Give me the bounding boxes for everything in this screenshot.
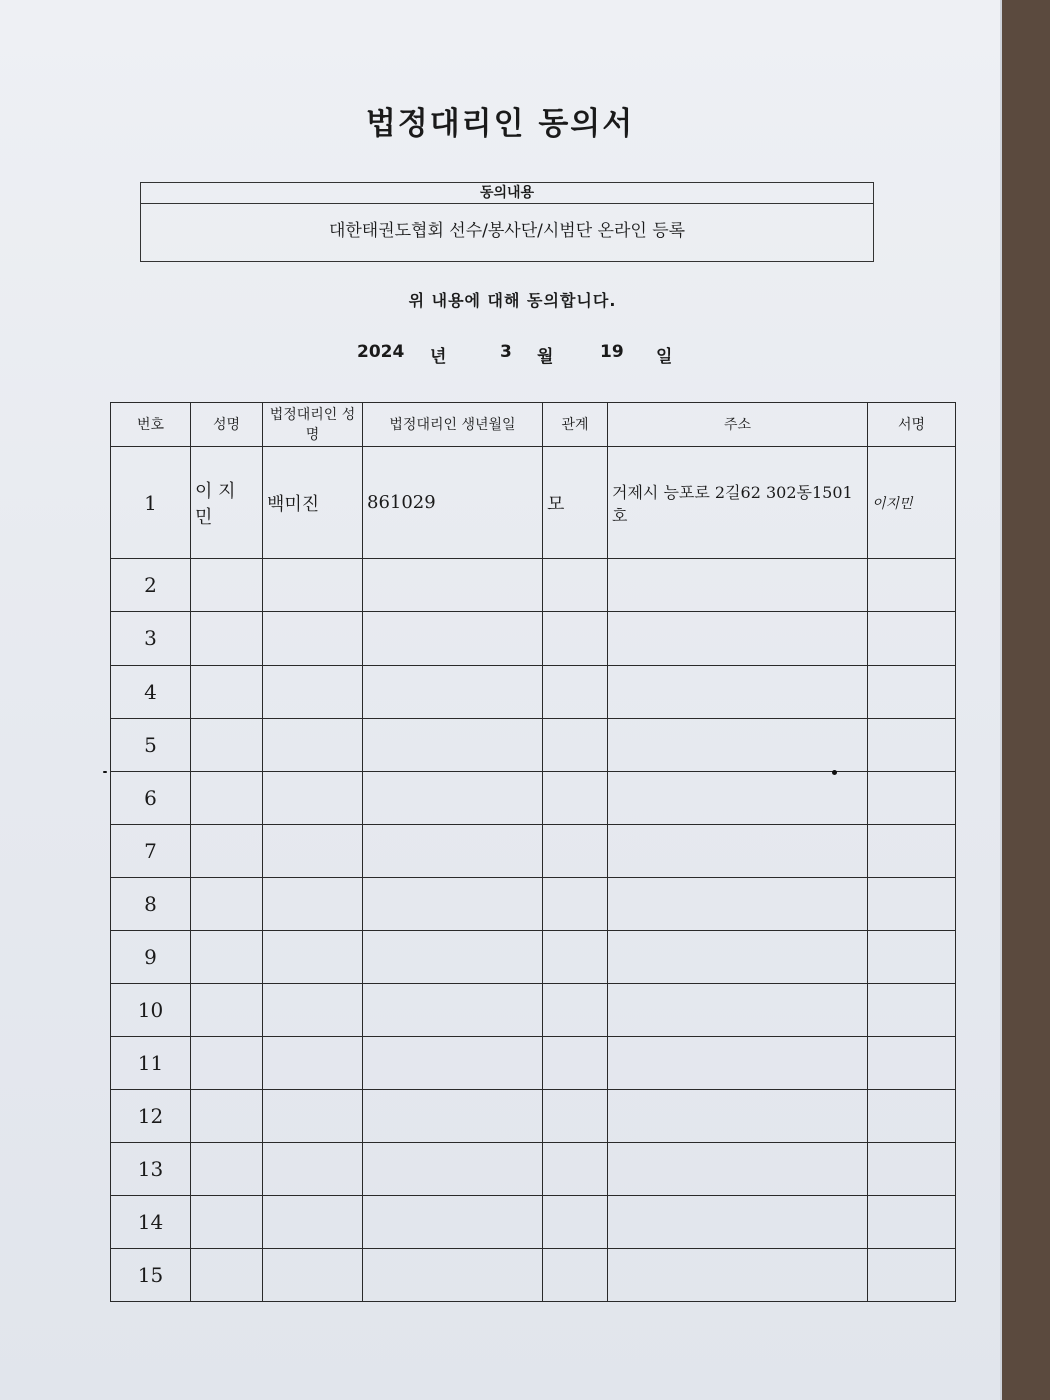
cell-signature <box>868 877 956 930</box>
cell-address <box>608 1089 868 1142</box>
header-number: 번호 <box>111 403 191 447</box>
table-row <box>111 930 956 983</box>
table-row <box>111 1089 956 1142</box>
cell-name <box>191 1248 263 1301</box>
date-day: 19 <box>600 342 624 362</box>
cell-rep-birth <box>363 983 543 1036</box>
cell-address <box>608 665 868 718</box>
date-year: 2024 <box>357 342 405 362</box>
cell-name <box>191 559 263 612</box>
cell-number: 15 <box>111 1248 191 1301</box>
cell-rep-birth <box>363 824 543 877</box>
consent-statement: 위 내용에 대해 동의합니다. <box>408 291 617 310</box>
cell-number: 2 <box>111 559 191 612</box>
cell-signature <box>868 612 956 665</box>
cell-relation <box>543 718 608 771</box>
table-row <box>111 1248 956 1301</box>
cell-name: 이 지 민 <box>191 447 263 559</box>
cell-rep-name <box>263 771 363 824</box>
cell-relation <box>543 612 608 665</box>
cell-rep-birth <box>363 665 543 718</box>
cell-signature <box>868 1142 956 1195</box>
cell-rep-name <box>263 983 363 1036</box>
date-month: 3 <box>500 342 512 362</box>
ink-mark <box>103 771 107 773</box>
date-month-label: 월 <box>537 347 554 367</box>
agreement-box <box>140 182 874 262</box>
cell-signature <box>868 559 956 612</box>
cell-rep-name <box>263 930 363 983</box>
table-row <box>111 718 956 771</box>
document-title: 법정대리인 동의서 <box>365 106 635 142</box>
cell-name <box>191 665 263 718</box>
agreement-header: 동의내용 <box>141 183 873 204</box>
cell-rep-birth <box>363 612 543 665</box>
table-row <box>111 1142 956 1195</box>
cell-rep-name <box>263 1089 363 1142</box>
agreement-content: 대한태권도협회 선수/봉사단/시범단 온라인 등록 <box>328 221 686 241</box>
cell-relation <box>543 665 608 718</box>
cell-rep-birth <box>363 559 543 612</box>
cell-rep-birth <box>363 930 543 983</box>
cell-number: 11 <box>111 1036 191 1089</box>
cell-rep-name: 백미진 <box>263 447 363 559</box>
cell-rep-birth <box>363 1195 543 1248</box>
cell-relation <box>543 1142 608 1195</box>
cell-number: 1 <box>111 447 191 559</box>
cell-address <box>608 559 868 612</box>
date-year-label: 년 <box>430 347 447 367</box>
cell-number: 7 <box>111 824 191 877</box>
cell-rep-birth <box>363 1036 543 1089</box>
cell-number: 9 <box>111 930 191 983</box>
cell-signature <box>868 1248 956 1301</box>
cell-rep-name <box>263 612 363 665</box>
table-row <box>111 771 956 824</box>
cell-relation <box>543 559 608 612</box>
cell-signature <box>868 718 956 771</box>
cell-name <box>191 612 263 665</box>
cell-rep-name <box>263 824 363 877</box>
cell-signature <box>868 983 956 1036</box>
table-row <box>111 983 956 1036</box>
cell-address <box>608 983 868 1036</box>
cell-name <box>191 1089 263 1142</box>
cell-relation <box>543 1248 608 1301</box>
cell-number: 12 <box>111 1089 191 1142</box>
cell-rep-name <box>263 1195 363 1248</box>
cell-signature <box>868 771 956 824</box>
cell-rep-birth <box>363 1142 543 1195</box>
cell-rep-birth: 861029 <box>363 447 543 559</box>
cell-signature <box>868 824 956 877</box>
cell-rep-birth <box>363 718 543 771</box>
cell-rep-name <box>263 718 363 771</box>
guardian-table <box>110 402 955 1302</box>
cell-rep-name <box>263 559 363 612</box>
cell-address <box>608 877 868 930</box>
cell-relation <box>543 877 608 930</box>
cell-address <box>608 1195 868 1248</box>
header-signature: 서명 <box>868 403 956 447</box>
table-row <box>111 1195 956 1248</box>
cell-rep-name <box>263 1036 363 1089</box>
cell-name <box>191 877 263 930</box>
cell-number: 6 <box>111 771 191 824</box>
cell-name <box>191 1142 263 1195</box>
cell-rep-name <box>263 1248 363 1301</box>
header-address: 주소 <box>608 403 868 447</box>
cell-relation <box>543 1089 608 1142</box>
cell-number: 3 <box>111 612 191 665</box>
header-rep-birth: 법정대리인 생년월일 <box>363 403 543 447</box>
table-row <box>111 877 956 930</box>
cell-address <box>608 1248 868 1301</box>
cell-rep-name <box>263 665 363 718</box>
cell-relation <box>543 983 608 1036</box>
cell-address <box>608 771 868 824</box>
cell-signature: 이지민 <box>868 447 956 559</box>
table-row <box>111 559 956 612</box>
cell-signature <box>868 1089 956 1142</box>
cell-name <box>191 930 263 983</box>
cell-rep-birth <box>363 1089 543 1142</box>
table-row <box>111 665 956 718</box>
cell-name <box>191 1036 263 1089</box>
cell-rep-birth <box>363 1248 543 1301</box>
cell-name <box>191 1195 263 1248</box>
cell-relation <box>543 771 608 824</box>
cell-number: 14 <box>111 1195 191 1248</box>
cell-rep-birth <box>363 877 543 930</box>
cell-signature <box>868 665 956 718</box>
cell-number: 5 <box>111 718 191 771</box>
cell-name <box>191 824 263 877</box>
cell-relation <box>543 824 608 877</box>
cell-name <box>191 718 263 771</box>
cell-address <box>608 1036 868 1089</box>
cell-name <box>191 983 263 1036</box>
header-relation: 관계 <box>543 403 608 447</box>
cell-number: 13 <box>111 1142 191 1195</box>
table-row <box>111 1036 956 1089</box>
header-name: 성명 <box>191 403 263 447</box>
cell-number: 10 <box>111 983 191 1036</box>
cell-number: 8 <box>111 877 191 930</box>
cell-rep-birth <box>363 771 543 824</box>
cell-address <box>608 612 868 665</box>
cell-signature <box>868 930 956 983</box>
table-row <box>111 612 956 665</box>
cell-relation: 모 <box>543 447 608 559</box>
cell-address <box>608 1142 868 1195</box>
cell-address <box>608 824 868 877</box>
cell-relation <box>543 1036 608 1089</box>
cell-name <box>191 771 263 824</box>
cell-signature <box>868 1036 956 1089</box>
cell-signature <box>868 1195 956 1248</box>
table-row <box>111 447 956 559</box>
cell-address: 거제시 능포로 2길62 302동1501호 <box>608 447 868 559</box>
cell-rep-name <box>263 1142 363 1195</box>
cell-rep-name <box>263 877 363 930</box>
cell-number: 4 <box>111 665 191 718</box>
table-header-row <box>111 403 956 447</box>
cell-address <box>608 718 868 771</box>
table-row <box>111 824 956 877</box>
header-rep-name: 법정대리인 성명 <box>263 403 363 447</box>
date-day-label: 일 <box>656 347 673 367</box>
ink-dot <box>832 770 837 775</box>
cell-relation <box>543 930 608 983</box>
cell-relation <box>543 1195 608 1248</box>
cell-address <box>608 930 868 983</box>
